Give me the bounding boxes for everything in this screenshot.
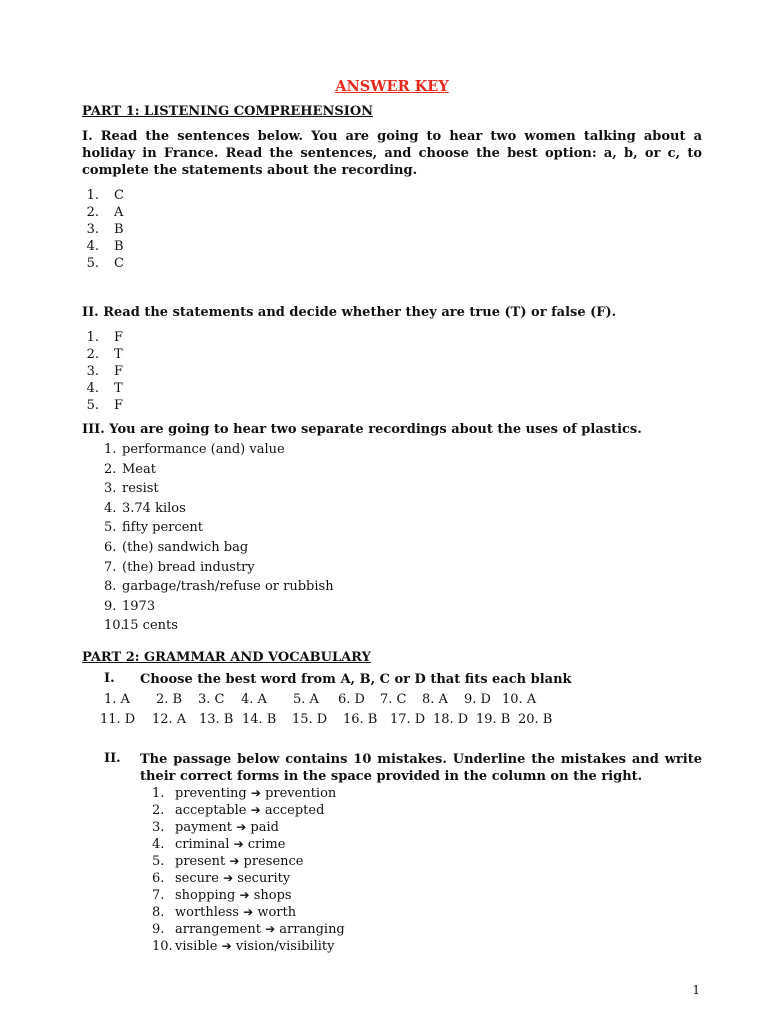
grid-answer: 6. D	[338, 692, 365, 707]
list-item: 1. F	[86, 330, 124, 345]
grid-answer: 16. B	[343, 712, 378, 727]
list-item: 2. A	[86, 205, 124, 220]
part1-sec3-instruction: III. You are going to hear two separate recordings about the uses of plastics.	[82, 422, 642, 437]
grid-answer: 19. B	[476, 712, 511, 727]
list-item: 7. (the) bread industry	[104, 559, 255, 575]
part1-sec1-answer-list	[82, 187, 124, 272]
part2-sec1-numeral: I.	[104, 671, 115, 686]
list-item: 4. 3.74 kilos	[104, 500, 186, 516]
list-item: 7. shopping ➔ shops	[152, 888, 292, 903]
part1-sec2-answer-list	[82, 329, 123, 414]
grid-answer: 14. B	[242, 712, 277, 727]
grid-answer: 7. C	[380, 692, 407, 707]
page-number: 1	[692, 983, 700, 997]
list-item: 10.15 cents	[104, 618, 178, 634]
list-item: 9. arrangement ➔ arranging	[152, 922, 345, 937]
part2-heading: PART 2: GRAMMAR AND VOCABULARY	[82, 650, 371, 665]
list-item: 3. payment ➔ paid	[152, 820, 279, 835]
part2-sec1-instruction: Choose the best word from A, B, C or D that fits each blank	[140, 672, 572, 687]
part1-sec2-instruction: II. Read the statements and decide whether they are true (T) or false (F).	[82, 305, 617, 320]
part1-heading: PART 1: LISTENING COMPREHENSION	[82, 104, 374, 119]
arrow-right-icon: ➔	[233, 837, 244, 851]
list-item: 9. 1973	[104, 598, 156, 614]
list-item: 2. acceptable ➔ accepted	[152, 803, 325, 818]
grid-answer: 2. B	[156, 692, 183, 707]
list-item: 1. preventing ➔ prevention	[152, 786, 337, 801]
grid-answer: 20. B	[518, 712, 553, 727]
grid-answer: 3. C	[198, 692, 225, 707]
arrow-right-icon: ➔	[250, 786, 261, 800]
list-item: 5. fifty percent	[104, 520, 203, 536]
list-item: 5. F	[86, 398, 124, 413]
list-item: 2. T	[86, 347, 123, 362]
arrow-right-icon: ➔	[265, 922, 276, 936]
list-item: 5. present ➔ presence	[152, 854, 304, 869]
grid-answer: 11. D	[100, 712, 136, 727]
grid-answer: 4. A	[241, 692, 267, 707]
grid-answer: 15. D	[292, 712, 328, 727]
arrow-right-icon: ➔	[243, 905, 254, 919]
part2-sec2-numeral: II.	[104, 751, 121, 766]
grid-answer: 17. D	[390, 712, 426, 727]
document-title: ANSWER KEY	[335, 78, 449, 95]
list-item: 5. C	[86, 256, 124, 271]
list-item: 1. C	[86, 188, 124, 203]
list-item: 6. secure ➔ security	[152, 871, 291, 886]
grid-answer: 5. A	[293, 692, 319, 707]
grid-answer: 10. A	[502, 692, 537, 707]
part2-sec1-answers-row1	[82, 691, 702, 709]
arrow-right-icon: ➔	[250, 803, 261, 817]
arrow-right-icon: ➔	[229, 854, 240, 868]
list-item: 8. garbage/trash/refuse or rubbish	[104, 579, 334, 595]
list-item: 10. visible ➔ vision/visibility	[152, 939, 335, 954]
list-item: 2. Meat	[104, 461, 156, 477]
grid-answer: 1. A	[104, 692, 130, 707]
arrow-right-icon: ➔	[221, 939, 232, 953]
grid-answer: 12. A	[152, 712, 187, 727]
part1-sec1-instruction: I. Read the sentences below. You are going to hear two women talking about a holiday in France. Read the sentences, and choose the best option: a, b, or c, to complete the statements about the recording.	[82, 129, 702, 178]
arrow-right-icon: ➔	[239, 888, 250, 902]
grid-answer: 13. B	[199, 712, 234, 727]
arrow-right-icon: ➔	[223, 871, 234, 885]
list-item: 4. criminal ➔ crime	[152, 837, 286, 852]
part1-sec3-answer-list	[82, 440, 334, 636]
list-item: 4. T	[86, 381, 123, 396]
list-item: 3. F	[86, 364, 124, 379]
list-item: 8. worthless ➔ worth	[152, 905, 297, 920]
list-item: 6. (the) sandwich bag	[104, 539, 249, 555]
part2-sec2-instruction: The passage below contains 10 mistakes. Underline the mistakes and write their correct forms in the space provided in the column on the right.	[140, 752, 702, 784]
list-item: 3. B	[86, 222, 124, 237]
grid-answer: 18. D	[433, 712, 469, 727]
list-item: 4. B	[86, 239, 124, 254]
list-item: 1. performance (and) value	[104, 442, 285, 457]
list-item: 3. resist	[104, 481, 159, 497]
grid-answer: 8. A	[422, 692, 448, 707]
part2-sec2-correction-list	[152, 785, 345, 955]
grid-answer: 9. D	[464, 692, 491, 707]
arrow-right-icon: ➔	[236, 820, 247, 834]
part2-sec1-answers-row2	[82, 711, 702, 729]
